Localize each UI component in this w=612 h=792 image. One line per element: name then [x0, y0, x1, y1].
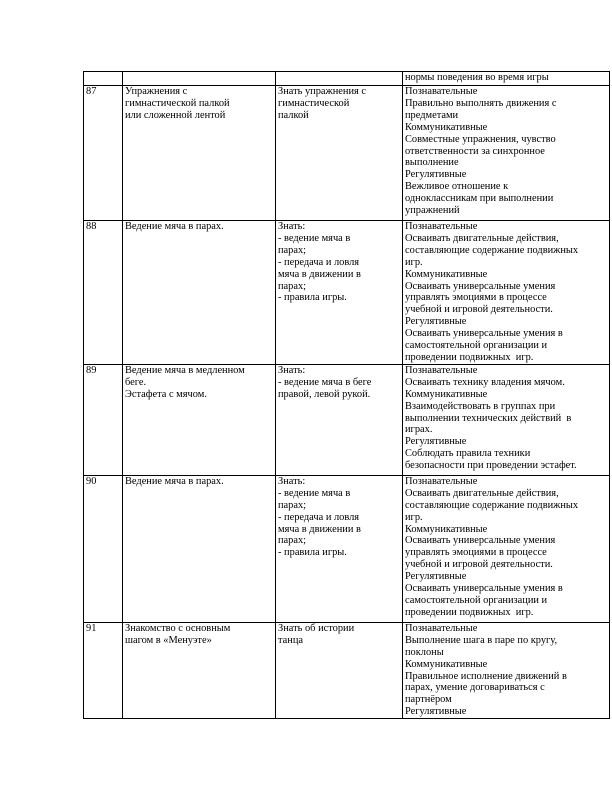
lesson-number-cell — [84, 364, 123, 475]
cell-text-line: учебной и игровой деятельности. — [405, 559, 553, 571]
cell-text-line: одноклассникам при выполнении — [405, 193, 554, 205]
cell-text-line: управлять эмоциями в процессе — [405, 547, 547, 559]
cell-text-line: Знать об истории — [278, 622, 355, 634]
cell-text-line: Ведение мяча в медленном — [125, 364, 245, 376]
learning-activities-cell — [403, 622, 610, 718]
cell-text-line: Осваивать универсальные умения — [405, 535, 556, 547]
cell-text-line: - ведение мяча в беге — [278, 376, 372, 388]
cell-text-line: Регулятивные — [405, 436, 467, 448]
table-row — [84, 72, 610, 86]
lesson-number: 90 — [86, 475, 97, 487]
cell-text-line: правой, левой рукой. — [278, 388, 371, 400]
learning-activities-cell — [403, 86, 610, 221]
table-body — [84, 72, 610, 719]
cell-text-line: парах, умение договариваться с — [405, 682, 545, 694]
cell-text-line: Знакомство с основным — [125, 622, 231, 634]
cell-text-line: самостоятельной организации и — [405, 340, 548, 352]
cell-text-line: Осваивать технику владения мячом. — [405, 376, 565, 388]
lesson-number-cell — [84, 475, 123, 622]
cell-text-line: ответственности за синхронное — [405, 145, 545, 157]
cell-text-line: поклоны — [405, 646, 444, 658]
lesson-topic-cell — [123, 475, 276, 622]
lesson-number: 91 — [86, 622, 97, 634]
cell-text-line: палкой — [278, 109, 309, 121]
cell-text-line: - передача и ловля — [278, 256, 360, 268]
cell-text-line: беге. — [125, 376, 147, 388]
lesson-number-cell — [84, 72, 123, 86]
cell-text-line: мяча в движении в — [278, 268, 361, 280]
cell-text-line: Познавательные — [405, 86, 478, 97]
cell-text-line: составляющие содержание подвижных — [405, 499, 579, 511]
cell-text-line: предметами — [405, 109, 459, 121]
cell-text-line: Знать: — [278, 475, 306, 487]
cell-text-line: Знать: — [278, 221, 306, 232]
cell-text-line: - передача и ловля — [278, 511, 360, 523]
cell-text-line: - правила игры. — [278, 292, 347, 304]
lesson-number: 89 — [86, 364, 97, 376]
learning-activities-cell — [403, 72, 610, 86]
cell-text-line: Вежливое отношение к — [405, 181, 509, 193]
cell-text-line: составляющие содержание подвижных — [405, 244, 579, 256]
cell-text-line: Коммуникативные — [405, 121, 488, 133]
learning-activities-cell — [403, 364, 610, 475]
cell-text-line: Познавательные — [405, 221, 478, 232]
cell-text-line: - ведение мяча в — [278, 487, 351, 499]
cell-text-line: Совместные упражнения, чувство — [405, 133, 556, 145]
cell-text-line: Осваивать двигательные действия, — [405, 232, 559, 244]
lesson-number: 88 — [86, 221, 97, 232]
knowledge-cell — [276, 364, 403, 475]
cell-text-line: гимнастической палкой — [125, 97, 230, 109]
cell-text-line: управлять эмоциями в процессе — [405, 292, 547, 304]
cell-text-line: Правильно выполнять движения с — [405, 97, 557, 109]
lesson-topic-cell — [123, 221, 276, 365]
lesson-number-cell — [84, 622, 123, 718]
cell-text-line: парах; — [278, 280, 307, 292]
cell-text-line: Эстафета с мячом. — [125, 388, 207, 400]
cell-text-line: парах; — [278, 499, 307, 511]
cell-text-line: Регулятивные — [405, 169, 467, 181]
table-row — [84, 364, 610, 475]
knowledge-cell — [276, 86, 403, 221]
lesson-topic-cell — [123, 364, 276, 475]
cell-text-line: Осваивать двигательные действия, — [405, 487, 559, 499]
cell-text-line: Коммуникативные — [405, 388, 488, 400]
cell-text-line: Выполнение шага в паре по кругу, — [405, 634, 558, 646]
cell-text-line: самостоятельной организации и — [405, 594, 548, 606]
cell-text-line: - ведение мяча в — [278, 232, 351, 244]
cell-text-line: Познавательные — [405, 475, 478, 487]
knowledge-cell — [276, 622, 403, 718]
cell-text-line: парах; — [278, 244, 307, 256]
table-row — [84, 622, 610, 718]
cell-text-line: партнёром — [405, 694, 452, 706]
lesson-number-cell — [84, 221, 123, 365]
cell-text-line: игр. — [405, 256, 423, 268]
cell-text-line: Познавательные — [405, 622, 478, 634]
cell-text-line: Ведение мяча в парах. — [125, 221, 224, 232]
lesson-plan-table — [83, 71, 610, 719]
knowledge-cell — [276, 475, 403, 622]
cell-text-line: выполнение — [405, 157, 459, 169]
cell-text-line: играх. — [405, 424, 433, 436]
learning-activities-cell — [403, 221, 610, 365]
cell-text-line: упражнений — [405, 205, 460, 217]
cell-text-line: Осваивать универсальные умения — [405, 280, 556, 292]
cell-text-line: шагом в «Менуэте» — [125, 634, 212, 646]
cell-text-line: Правильное исполнение движений в — [405, 670, 567, 682]
cell-text-line: учебной и игровой деятельности. — [405, 304, 553, 316]
cell-text-line: - правила игры. — [278, 547, 347, 559]
cell-text-line: танца — [278, 634, 304, 646]
table-row — [84, 221, 610, 365]
cell-text-line: игр. — [405, 511, 423, 523]
table-row — [84, 475, 610, 622]
cell-text-line: Коммуникативные — [405, 523, 488, 535]
cell-text-line: безопасности при проведении эстафет. — [405, 460, 577, 472]
table-row — [84, 86, 610, 221]
cell-text-line: выполнении технических действий в — [405, 412, 572, 424]
cell-text-line: Осваивать универсальные умения в — [405, 583, 563, 595]
cell-text-line: Упражнения с — [125, 86, 188, 97]
cell-text-line: Знать упражнения с — [278, 86, 367, 97]
lesson-topic-cell — [123, 86, 276, 221]
cell-text-line: Взаимодействовать в группах при — [405, 400, 556, 412]
cell-text-line: мяча в движении в — [278, 523, 361, 535]
cell-text-line: проведении подвижных игр. — [405, 606, 534, 618]
cell-text-line: Познавательные — [405, 364, 478, 376]
cell-text-line: или сложенной лентой — [125, 109, 226, 121]
cell-text-line: Ведение мяча в парах. — [125, 475, 224, 487]
cell-text-line: Коммуникативные — [405, 268, 488, 280]
cell-text-line: парах; — [278, 535, 307, 547]
cell-text-line: Коммуникативные — [405, 658, 488, 670]
lesson-topic-cell — [123, 72, 276, 86]
cell-text-line: Знать: — [278, 364, 306, 376]
learning-activities-cell — [403, 475, 610, 622]
lesson-number: 87 — [86, 86, 97, 97]
cell-text-line: гимнастической — [278, 97, 350, 109]
cell-text-line: Осваивать универсальные умения в — [405, 328, 563, 340]
lesson-topic-cell — [123, 622, 276, 718]
cell-text-line: нормы поведения во время игры — [405, 72, 549, 83]
cell-text-line: Соблюдать правила техники — [405, 448, 531, 460]
cell-text-line: Регулятивные — [405, 316, 467, 328]
knowledge-cell — [276, 72, 403, 86]
lesson-number-cell — [84, 86, 123, 221]
knowledge-cell — [276, 221, 403, 365]
cell-text-line: Регулятивные — [405, 706, 467, 718]
cell-text-line: проведении подвижных игр. — [405, 351, 534, 363]
cell-text-line: Регулятивные — [405, 571, 467, 583]
